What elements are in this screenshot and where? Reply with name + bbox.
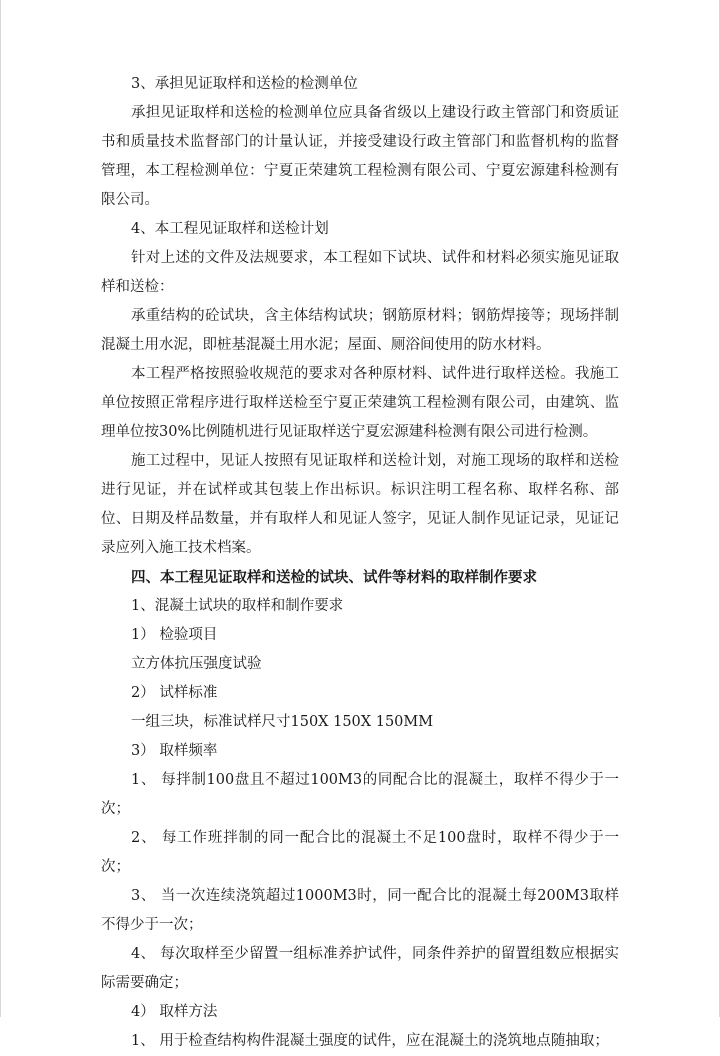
body-line: 一组三块，标准试样尺寸150X 150X 150MM bbox=[131, 714, 434, 730]
body-paragraph: 施工过程中，见证人按照有见证取样和送检计划，对施工现场的取样和送检进行见证，并在试样或其包装上作出标识。标识注明工程名称、取样名称、部位、日期及样品数量，并有取样人和见证人签字，见证人制作见证记录，见证记录应列入施工技术档案。 bbox=[101, 453, 619, 556]
list-label: 3） 取样频率 bbox=[131, 743, 218, 759]
list-label: 4） 取样方法 bbox=[131, 1004, 218, 1020]
list-item: 3、 当一次连续浇筑超过1000M3时，同一配合比的混凝土每200M3取样不得少于一次； bbox=[101, 888, 619, 933]
subsection-title: 1、混凝土试块的取样和制作要求 bbox=[131, 598, 344, 614]
subsection-title: 3、承担见证取样和送检的检测单位 bbox=[131, 76, 358, 92]
body-paragraph: 承担见证取样和送检的检测单位应具备省级以上建设行政主管部门和资质证书和质量技术监督部门的计量认证，并接受建设行政主管部门和监督机构的监督管理，本工程检测单位：宁夏正荣建筑工程检测有限公司、宁夏宏源建科检测有限公司。 bbox=[101, 105, 619, 208]
list-item: 1、 每拌制100盘且不超过100M3的同配合比的混凝土，取样不得少于一次； bbox=[101, 772, 619, 817]
list-item: 1、 用于检查结构构件混凝土强度的试件，应在混凝土的浇筑地点随抽取； bbox=[131, 1033, 609, 1049]
list-label: 1） 检验项目 bbox=[131, 627, 218, 643]
document-body bbox=[101, 70, 619, 1056]
list-label: 2） 试样标准 bbox=[131, 685, 218, 701]
list-item: 2、 每工作班拌制的同一配合比的混凝土不足100盘时，取样不得少于一次； bbox=[101, 830, 619, 875]
subsection-title: 4、本工程见证取样和送检计划 bbox=[131, 221, 329, 237]
body-paragraph: 承重结构的砼试块，含主体结构试块；钢筋原材料；钢筋焊接等；现场拌制混凝土用水泥，即桩基混凝土用水泥；屋面、厕浴间使用的防水材料。 bbox=[101, 308, 619, 353]
list-item: 4、 每次取样至少留置一组标准养护试件，同条件养护的留置组数应根据实际需要确定； bbox=[101, 946, 619, 991]
section-heading: 四、本工程见证取样和送检的试块、试件等材料的取样制作要求 bbox=[131, 569, 537, 586]
body-paragraph: 针对上述的文件及法规要求，本工程如下试块、试件和材料必须实施见证取样和送检： bbox=[101, 250, 619, 295]
body-paragraph: 本工程严格按照验收规范的要求对各种原材料、试件进行取样送检。我施工单位按照正常程序进行取样送检至宁夏正荣建筑工程检测有限公司，由建筑、监理单位按30%比例随机进行见证取样送宁夏宏源建科检测有限公司进行检测。 bbox=[101, 366, 619, 440]
body-line: 立方体抗压强度试验 bbox=[131, 656, 262, 672]
